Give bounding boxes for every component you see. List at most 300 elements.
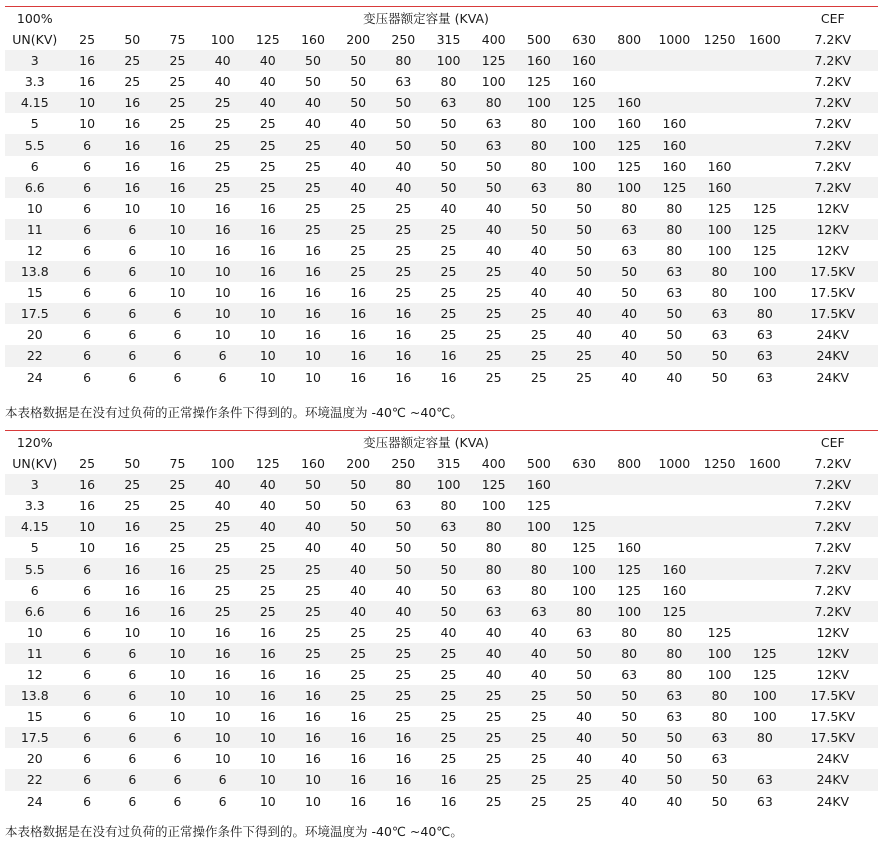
kva-header: 200 <box>336 29 381 50</box>
fuse-rating-cell: 80 <box>607 643 652 664</box>
fuse-rating-cell: 80 <box>516 134 561 155</box>
fuse-rating-cell: 80 <box>471 537 516 558</box>
fuse-rating-cell: 25 <box>426 261 471 282</box>
fuse-rating-cell <box>742 50 787 71</box>
fuse-rating-cell: 50 <box>607 685 652 706</box>
fuse-rating-cell <box>607 71 652 92</box>
fuse-rating-cell: 25 <box>336 622 381 643</box>
fuse-rating-cell <box>742 580 787 601</box>
fuse-rating-cell: 125 <box>742 643 787 664</box>
fuse-rating-cell: 80 <box>652 219 697 240</box>
fuse-rating-cell: 40 <box>516 261 561 282</box>
fuse-rating-cell: 25 <box>516 748 561 769</box>
fuse-rating-cell: 10 <box>200 706 245 727</box>
fuse-rating-cell: 100 <box>742 706 787 727</box>
fuse-rating-cell: 100 <box>561 156 606 177</box>
fuse-rating-cell: 50 <box>516 219 561 240</box>
voltage-cell: 6 <box>5 580 65 601</box>
fuse-rating-cell: 63 <box>607 664 652 685</box>
fuse-rating-cell <box>742 113 787 134</box>
kva-header: 1600 <box>742 453 787 474</box>
fuse-rating-cell: 50 <box>607 727 652 748</box>
fuse-rating-cell: 25 <box>155 516 200 537</box>
fuse-rating-cell: 125 <box>652 177 697 198</box>
fuse-rating-cell: 16 <box>110 601 155 622</box>
fuse-rating-cell: 40 <box>471 219 516 240</box>
fuse-rating-cell: 40 <box>336 580 381 601</box>
fuse-rating-cell <box>652 71 697 92</box>
fuse-rating-cell: 25 <box>516 345 561 366</box>
fuse-rating-cell: 25 <box>426 219 471 240</box>
fuse-rating-cell: 25 <box>471 685 516 706</box>
fuse-rating-cell: 16 <box>290 664 335 685</box>
fuse-rating-cell: 25 <box>471 748 516 769</box>
fuse-rating-cell: 50 <box>290 50 335 71</box>
fuse-rating-cell <box>697 113 742 134</box>
fuse-rating-cell: 50 <box>381 134 426 155</box>
kva-header: 100 <box>200 453 245 474</box>
fuse-rating-cell: 40 <box>471 643 516 664</box>
fuse-rating-cell: 100 <box>742 685 787 706</box>
fuse-rating-cell: 63 <box>652 261 697 282</box>
fuse-rating-cell: 40 <box>471 198 516 219</box>
fuse-rating-cell <box>652 92 697 113</box>
fuse-rating-cell: 63 <box>426 92 471 113</box>
fuse-rating-cell: 63 <box>742 769 787 790</box>
fuse-rating-cell: 6 <box>155 791 200 812</box>
fuse-rating-cell: 25 <box>245 134 290 155</box>
fuse-rating-cell: 50 <box>561 643 606 664</box>
voltage-cell: 20 <box>5 748 65 769</box>
fuse-rating-cell: 16 <box>110 92 155 113</box>
fuse-rating-cell: 50 <box>290 474 335 495</box>
fuse-rating-cell: 125 <box>607 558 652 579</box>
fuse-rating-cell: 40 <box>471 622 516 643</box>
fuse-rating-cell: 50 <box>336 50 381 71</box>
fuse-rating-cell: 16 <box>245 706 290 727</box>
cef-cell: 24KV <box>788 367 878 388</box>
cef-cell: 7.2KV <box>788 516 878 537</box>
fuse-rating-cell <box>742 177 787 198</box>
fuse-rating-cell: 16 <box>110 558 155 579</box>
fuse-rating-cell: 40 <box>516 240 561 261</box>
fuse-rating-cell: 50 <box>652 727 697 748</box>
fuse-rating-cell: 25 <box>381 198 426 219</box>
fuse-rating-cell: 40 <box>516 622 561 643</box>
fuse-rating-cell: 50 <box>607 706 652 727</box>
fuse-rating-cell: 16 <box>245 685 290 706</box>
kva-header: 1000 <box>652 453 697 474</box>
table-row <box>5 727 878 748</box>
cef-cell: 17.5KV <box>788 261 878 282</box>
fuse-table-100 <box>5 6 878 388</box>
fuse-rating-cell: 6 <box>65 580 110 601</box>
fuse-rating-cell <box>697 92 742 113</box>
fuse-rating-cell: 16 <box>381 727 426 748</box>
fuse-rating-cell: 50 <box>426 580 471 601</box>
fuse-rating-cell: 25 <box>426 664 471 685</box>
cef-cell: 12KV <box>788 622 878 643</box>
fuse-rating-cell: 160 <box>607 537 652 558</box>
fuse-rating-cell: 50 <box>607 261 652 282</box>
fuse-rating-cell: 16 <box>245 643 290 664</box>
voltage-cell: 24 <box>5 367 65 388</box>
fuse-rating-cell: 50 <box>697 367 742 388</box>
fuse-rating-cell: 63 <box>697 748 742 769</box>
fuse-rating-cell: 6 <box>65 601 110 622</box>
fuse-rating-cell: 40 <box>516 282 561 303</box>
kva-header: 160 <box>290 29 335 50</box>
fuse-rating-cell: 16 <box>336 324 381 345</box>
fuse-rating-cell: 16 <box>155 558 200 579</box>
fuse-rating-cell: 16 <box>290 324 335 345</box>
fuse-rating-cell: 125 <box>742 198 787 219</box>
fuse-rating-cell: 16 <box>336 791 381 812</box>
fuse-rating-cell: 16 <box>155 580 200 601</box>
fuse-rating-cell: 80 <box>697 706 742 727</box>
fuse-rating-cell: 25 <box>471 261 516 282</box>
fuse-rating-cell: 10 <box>65 516 110 537</box>
fuse-rating-cell: 63 <box>652 706 697 727</box>
fuse-rating-cell: 10 <box>155 240 200 261</box>
fuse-rating-cell: 25 <box>426 706 471 727</box>
fuse-rating-cell: 6 <box>65 134 110 155</box>
fuse-rating-cell: 25 <box>290 558 335 579</box>
fuse-rating-cell: 50 <box>471 177 516 198</box>
voltage-cell: 13.8 <box>5 261 65 282</box>
voltage-cell: 5.5 <box>5 134 65 155</box>
fuse-rating-cell: 25 <box>336 261 381 282</box>
fuse-rating-cell: 80 <box>652 240 697 261</box>
fuse-rating-cell: 16 <box>155 601 200 622</box>
fuse-rating-cell: 40 <box>607 345 652 366</box>
fuse-rating-cell: 25 <box>381 261 426 282</box>
fuse-rating-cell: 100 <box>697 664 742 685</box>
capacity-table <box>5 430 878 812</box>
fuse-rating-cell: 6 <box>65 685 110 706</box>
fuse-rating-cell: 40 <box>290 92 335 113</box>
fuse-rating-cell: 25 <box>200 580 245 601</box>
fuse-rating-cell: 6 <box>110 664 155 685</box>
kva-header: 25 <box>65 29 110 50</box>
cef-cell: 17.5KV <box>788 706 878 727</box>
fuse-rating-cell: 125 <box>697 622 742 643</box>
fuse-rating-cell: 6 <box>65 558 110 579</box>
fuse-rating-cell: 25 <box>471 345 516 366</box>
kva-header: 75 <box>155 453 200 474</box>
fuse-rating-cell: 25 <box>200 558 245 579</box>
load-label: 120% <box>5 431 65 454</box>
fuse-rating-cell: 10 <box>290 367 335 388</box>
fuse-rating-cell: 50 <box>426 156 471 177</box>
voltage-cell: 5.5 <box>5 558 65 579</box>
fuse-rating-cell: 50 <box>652 345 697 366</box>
fuse-rating-cell: 10 <box>155 643 200 664</box>
fuse-rating-cell: 25 <box>290 643 335 664</box>
fuse-rating-cell <box>697 537 742 558</box>
cef-cell: 24KV <box>788 345 878 366</box>
fuse-rating-cell: 16 <box>110 516 155 537</box>
table-row <box>5 324 878 345</box>
fuse-rating-cell <box>742 622 787 643</box>
fuse-rating-cell: 40 <box>471 240 516 261</box>
voltage-cell: 20 <box>5 324 65 345</box>
fuse-rating-cell: 100 <box>516 92 561 113</box>
fuse-rating-cell: 125 <box>742 240 787 261</box>
fuse-rating-cell: 63 <box>471 601 516 622</box>
fuse-rating-cell: 10 <box>245 769 290 790</box>
fuse-rating-cell: 50 <box>652 324 697 345</box>
cef-cell: 7.2KV <box>788 113 878 134</box>
fuse-rating-cell: 16 <box>65 474 110 495</box>
cef-header-value: 7.2KV <box>788 29 878 50</box>
fuse-rating-cell <box>652 495 697 516</box>
fuse-rating-cell: 25 <box>516 727 561 748</box>
fuse-rating-cell <box>742 92 787 113</box>
fuse-rating-cell: 160 <box>652 156 697 177</box>
fuse-rating-cell: 25 <box>471 303 516 324</box>
fuse-rating-cell: 25 <box>426 303 471 324</box>
fuse-rating-cell: 6 <box>65 664 110 685</box>
fuse-rating-cell: 25 <box>336 643 381 664</box>
fuse-rating-cell: 25 <box>381 240 426 261</box>
fuse-rating-cell: 40 <box>381 156 426 177</box>
fuse-rating-cell: 25 <box>245 113 290 134</box>
fuse-rating-cell: 10 <box>200 748 245 769</box>
fuse-rating-cell: 10 <box>155 219 200 240</box>
fuse-rating-cell: 6 <box>110 282 155 303</box>
table-title-row <box>5 431 878 454</box>
fuse-rating-cell: 40 <box>336 134 381 155</box>
fuse-rating-cell: 40 <box>290 516 335 537</box>
fuse-rating-cell: 125 <box>697 198 742 219</box>
load-label: 100% <box>5 7 65 30</box>
fuse-rating-cell: 6 <box>110 324 155 345</box>
fuse-rating-cell: 16 <box>336 769 381 790</box>
table-row <box>5 495 878 516</box>
fuse-rating-cell: 25 <box>290 601 335 622</box>
fuse-rating-cell: 25 <box>561 345 606 366</box>
fuse-rating-cell: 16 <box>290 303 335 324</box>
fuse-rating-cell: 100 <box>561 580 606 601</box>
fuse-rating-cell: 16 <box>290 240 335 261</box>
fuse-rating-cell: 25 <box>426 240 471 261</box>
fuse-rating-cell: 25 <box>155 495 200 516</box>
fuse-rating-cell: 10 <box>65 92 110 113</box>
fuse-rating-cell: 50 <box>607 282 652 303</box>
fuse-rating-cell: 25 <box>245 177 290 198</box>
fuse-rating-cell: 6 <box>110 345 155 366</box>
cef-cell: 7.2KV <box>788 580 878 601</box>
fuse-rating-cell: 50 <box>381 92 426 113</box>
voltage-cell: 6 <box>5 156 65 177</box>
fuse-rating-cell: 25 <box>245 580 290 601</box>
fuse-rating-cell: 10 <box>200 303 245 324</box>
table-row <box>5 622 878 643</box>
table-row <box>5 50 878 71</box>
fuse-rating-cell: 40 <box>652 367 697 388</box>
fuse-rating-cell: 25 <box>290 134 335 155</box>
fuse-rating-cell: 63 <box>516 177 561 198</box>
fuse-rating-cell <box>742 558 787 579</box>
fuse-rating-cell <box>697 50 742 71</box>
fuse-rating-cell: 10 <box>200 685 245 706</box>
fuse-rating-cell <box>652 516 697 537</box>
voltage-cell: 3.3 <box>5 495 65 516</box>
fuse-rating-cell: 25 <box>200 92 245 113</box>
fuse-rating-cell <box>652 474 697 495</box>
cef-cell: 7.2KV <box>788 558 878 579</box>
cef-cell: 17.5KV <box>788 282 878 303</box>
cef-cell: 7.2KV <box>788 177 878 198</box>
fuse-rating-cell: 80 <box>426 495 471 516</box>
fuse-rating-cell: 16 <box>426 345 471 366</box>
table-title-row <box>5 7 878 30</box>
fuse-rating-cell: 16 <box>245 664 290 685</box>
fuse-rating-cell: 16 <box>200 643 245 664</box>
fuse-rating-cell: 25 <box>200 177 245 198</box>
fuse-rating-cell: 25 <box>516 769 561 790</box>
fuse-rating-cell: 160 <box>652 134 697 155</box>
fuse-rating-cell: 16 <box>245 240 290 261</box>
fuse-rating-cell: 6 <box>155 727 200 748</box>
fuse-rating-cell: 50 <box>652 303 697 324</box>
fuse-rating-cell: 16 <box>200 219 245 240</box>
un-header: UN(KV) <box>5 29 65 50</box>
fuse-rating-cell: 25 <box>200 537 245 558</box>
fuse-rating-cell: 100 <box>742 282 787 303</box>
fuse-rating-cell: 63 <box>607 240 652 261</box>
fuse-rating-cell <box>742 71 787 92</box>
table-row <box>5 198 878 219</box>
fuse-rating-cell <box>742 495 787 516</box>
fuse-rating-cell: 6 <box>110 219 155 240</box>
fuse-rating-cell: 40 <box>381 177 426 198</box>
fuse-rating-cell: 40 <box>561 748 606 769</box>
fuse-rating-cell: 100 <box>471 495 516 516</box>
fuse-rating-cell: 63 <box>561 622 606 643</box>
fuse-rating-cell: 6 <box>200 367 245 388</box>
fuse-rating-cell: 25 <box>155 50 200 71</box>
fuse-rating-cell: 63 <box>652 685 697 706</box>
fuse-rating-cell: 40 <box>381 601 426 622</box>
fuse-rating-cell: 6 <box>65 261 110 282</box>
fuse-rating-cell: 25 <box>516 706 561 727</box>
fuse-rating-cell: 6 <box>155 769 200 790</box>
fuse-rating-cell: 6 <box>65 303 110 324</box>
fuse-rating-cell: 25 <box>381 282 426 303</box>
kva-header: 1250 <box>697 453 742 474</box>
fuse-rating-cell: 63 <box>607 219 652 240</box>
table-row <box>5 240 878 261</box>
fuse-rating-cell: 40 <box>607 769 652 790</box>
fuse-rating-cell: 80 <box>471 92 516 113</box>
table-caption: 变压器额定容量 (KVA) <box>65 431 788 454</box>
fuse-rating-cell: 125 <box>471 474 516 495</box>
voltage-cell: 17.5 <box>5 727 65 748</box>
fuse-rating-cell: 16 <box>155 134 200 155</box>
fuse-rating-cell: 40 <box>290 113 335 134</box>
kva-header: 50 <box>110 29 155 50</box>
fuse-rating-cell: 6 <box>110 685 155 706</box>
fuse-rating-cell: 40 <box>561 282 606 303</box>
fuse-rating-cell: 50 <box>426 113 471 134</box>
kva-header: 200 <box>336 453 381 474</box>
fuse-rating-cell: 40 <box>245 92 290 113</box>
fuse-rating-cell: 25 <box>110 71 155 92</box>
fuse-rating-cell <box>697 516 742 537</box>
fuse-rating-cell: 25 <box>471 791 516 812</box>
table-row <box>5 769 878 790</box>
fuse-rating-cell <box>742 156 787 177</box>
fuse-rating-cell: 80 <box>516 113 561 134</box>
fuse-rating-cell: 80 <box>652 622 697 643</box>
fuse-rating-cell: 25 <box>155 92 200 113</box>
fuse-rating-cell: 40 <box>336 537 381 558</box>
voltage-cell: 5 <box>5 113 65 134</box>
cef-cell: 7.2KV <box>788 495 878 516</box>
fuse-rating-cell: 25 <box>426 324 471 345</box>
fuse-rating-cell: 50 <box>426 558 471 579</box>
kva-header: 400 <box>471 453 516 474</box>
fuse-rating-cell: 16 <box>200 622 245 643</box>
voltage-cell: 12 <box>5 240 65 261</box>
table-row <box>5 113 878 134</box>
fuse-rating-cell: 6 <box>65 622 110 643</box>
fuse-rating-cell: 100 <box>697 643 742 664</box>
fuse-rating-cell: 63 <box>742 345 787 366</box>
fuse-rating-cell: 40 <box>607 791 652 812</box>
fuse-rating-cell: 80 <box>561 177 606 198</box>
fuse-rating-cell: 10 <box>155 282 200 303</box>
fuse-rating-cell: 6 <box>65 769 110 790</box>
table-row <box>5 558 878 579</box>
table-row <box>5 177 878 198</box>
fuse-rating-cell: 125 <box>742 664 787 685</box>
fuse-rating-cell: 6 <box>65 345 110 366</box>
fuse-rating-cell: 10 <box>200 727 245 748</box>
fuse-rating-cell: 160 <box>697 156 742 177</box>
fuse-rating-cell: 25 <box>200 601 245 622</box>
fuse-rating-cell: 25 <box>290 198 335 219</box>
fuse-rating-cell: 40 <box>381 580 426 601</box>
fuse-rating-cell: 63 <box>697 324 742 345</box>
fuse-rating-cell: 25 <box>155 537 200 558</box>
fuse-rating-cell: 125 <box>516 495 561 516</box>
fuse-rating-cell: 16 <box>426 769 471 790</box>
cef-cell: 24KV <box>788 769 878 790</box>
fuse-rating-cell: 10 <box>290 345 335 366</box>
fuse-rating-cell: 40 <box>200 71 245 92</box>
fuse-rating-cell: 16 <box>245 219 290 240</box>
fuse-rating-cell: 6 <box>65 748 110 769</box>
fuse-rating-cell: 6 <box>110 303 155 324</box>
fuse-rating-cell: 10 <box>155 622 200 643</box>
fuse-rating-cell: 100 <box>471 71 516 92</box>
fuse-rating-cell: 10 <box>65 537 110 558</box>
kva-header: 125 <box>245 29 290 50</box>
fuse-rating-cell: 25 <box>245 156 290 177</box>
fuse-rating-cell: 16 <box>426 791 471 812</box>
fuse-rating-cell: 50 <box>561 219 606 240</box>
fuse-rating-cell: 100 <box>426 474 471 495</box>
voltage-cell: 10 <box>5 198 65 219</box>
kva-header: 630 <box>561 29 606 50</box>
fuse-rating-cell: 6 <box>110 791 155 812</box>
cef-cell: 17.5KV <box>788 303 878 324</box>
table-row <box>5 156 878 177</box>
fuse-rating-cell <box>697 71 742 92</box>
